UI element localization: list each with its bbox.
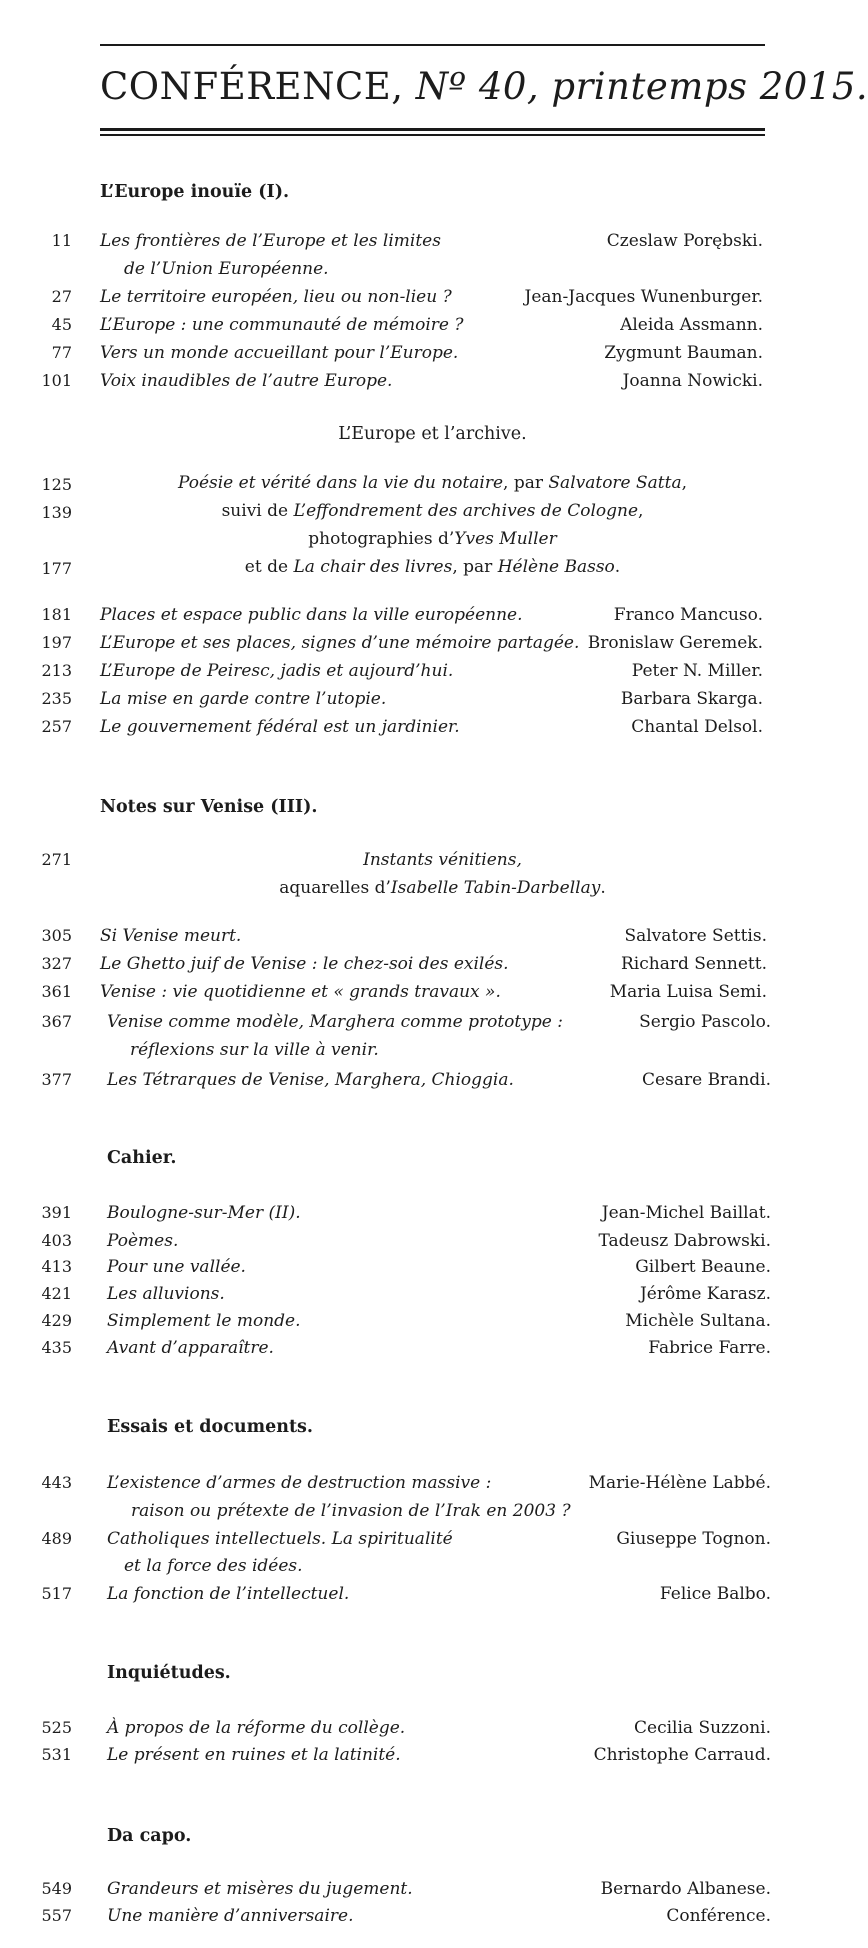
entry-author: Maria Luisa Semi. — [609, 982, 767, 1002]
entry-author: Giuseppe Tognon. — [616, 1529, 771, 1549]
entry-author: Conférence. — [666, 1906, 771, 1926]
entry-title: Le Ghetto juif de Venise : le chez-soi des exilés. — [100, 954, 509, 974]
centered-entry-line — [100, 497, 765, 525]
entry-title: Venise : vie quotidienne et « grands travaux ». — [100, 982, 501, 1002]
page-number: 443 — [41, 1473, 72, 1492]
entry-author: Sergio Pascolo. — [639, 1012, 771, 1032]
connector-text: suivi de — [221, 501, 294, 521]
connector-text: aquarelles d’ — [279, 878, 391, 898]
toc-entry — [0, 1307, 800, 1335]
page-number: 197 — [41, 633, 72, 652]
toc-entry — [0, 1199, 800, 1227]
toc-entry — [0, 367, 800, 395]
connector-text: photographies d’ — [308, 529, 455, 549]
entry-title-continuation: et la force des idées. — [124, 1556, 303, 1576]
entry-title: Catholiques intellectuels. La spiritualité — [107, 1529, 453, 1549]
entry-title: Le gouvernement fédéral est un jardinier. — [100, 717, 460, 737]
page-number: 435 — [41, 1338, 72, 1357]
toc-entry — [0, 1253, 800, 1281]
page-number: 525 — [41, 1718, 72, 1737]
entry-title: Simplement le monde. — [107, 1311, 301, 1331]
work-title: L’effondrement des archives de Cologne — [293, 501, 639, 521]
entry-title: Pour une vallée. — [107, 1257, 246, 1277]
toc-entry — [0, 1066, 800, 1094]
section-heading: Notes sur Venise (III). — [100, 797, 318, 817]
toc-entry — [0, 685, 800, 713]
entry-author: Franco Mancuso. — [613, 605, 763, 625]
toc-entry — [0, 1525, 800, 1553]
entry-author: Aleida Assmann. — [620, 315, 763, 335]
page-number: 305 — [41, 926, 72, 945]
entry-title: Les Tétrarques de Venise, Marghera, Chioggia. — [107, 1070, 514, 1090]
page-number: 257 — [41, 717, 72, 736]
entry-title: Une manière d’anniversaire. — [107, 1906, 354, 1926]
entry-title: Les frontières de l’Europe et les limites — [100, 231, 441, 251]
entry-title: Places et espace public dans la ville européenne. — [100, 605, 523, 625]
page-number: 517 — [41, 1584, 72, 1603]
punctuation: . — [600, 878, 606, 898]
page-number: 489 — [41, 1529, 72, 1548]
entry-title-continuation: raison ou prétexte de l’invasion de l’Irak en 2003 ? — [131, 1501, 571, 1521]
entry-title: L’Europe et ses places, signes d’une mémoire partagée. — [100, 633, 580, 653]
entry-author: Jean-Jacques Wunenburger. — [524, 287, 763, 307]
entry-author: Joanna Nowicki. — [622, 371, 763, 391]
entry-title: Grandeurs et misères du jugement. — [107, 1879, 413, 1899]
page-number: 377 — [41, 1070, 72, 1089]
toc-entry — [0, 1714, 800, 1742]
toc-entry — [0, 1227, 800, 1255]
entry-title: Si Venise meurt. — [100, 926, 242, 946]
toc-entry — [0, 1741, 800, 1769]
toc-entry — [0, 1008, 800, 1036]
centered-entry-line — [100, 525, 765, 553]
page-number: 27 — [51, 287, 72, 306]
entry-title: Boulogne-sur-Mer (II). — [107, 1203, 301, 1223]
page-number: 549 — [41, 1879, 72, 1898]
section-heading: L’Europe et l’archive. — [338, 424, 527, 444]
page-number: 421 — [41, 1284, 72, 1303]
centered-entry-line: Instants vénitiens, — [363, 850, 522, 870]
entry-author: Michèle Sultana. — [625, 1311, 771, 1331]
page-number: 531 — [41, 1745, 72, 1764]
page-number: 181 — [41, 605, 72, 624]
toc-entry — [0, 950, 800, 978]
entry-author: Cecilia Suzzoni. — [634, 1718, 771, 1738]
toc-entry — [0, 657, 800, 685]
centered-entry-line — [100, 469, 765, 497]
page-number: 235 — [41, 689, 72, 708]
page-number: 125 — [41, 475, 72, 494]
page-number: 139 — [41, 503, 72, 522]
section-heading: Cahier. — [107, 1148, 177, 1168]
work-title: La chair des livres — [293, 557, 453, 577]
section-heading: Essais et documents. — [107, 1417, 313, 1437]
toc-entry — [0, 601, 800, 629]
page-number: 327 — [41, 954, 72, 973]
entry-title: Les alluvions. — [107, 1284, 225, 1304]
entry-author: Barbara Skarga. — [620, 689, 763, 709]
entry-author: Marie-Hélène Labbé. — [588, 1473, 771, 1493]
work-title: Poésie et vérité dans la vie du notaire — [177, 473, 504, 493]
entry-title: À propos de la réforme du collège. — [107, 1718, 406, 1738]
entry-title: Le présent en ruines et la latinité. — [107, 1745, 401, 1765]
section-heading: Da capo. — [107, 1826, 192, 1846]
connector-text: , par — [503, 473, 549, 493]
entry-author: Cesare Brandi. — [642, 1070, 771, 1090]
toc-entry — [0, 922, 800, 950]
journal-name: CONFÉRENCE, — [100, 65, 404, 108]
person-name: Isabelle Tabin-Darbellay — [390, 878, 601, 898]
entry-author: Gilbert Beaune. — [635, 1257, 771, 1277]
entry-author: Bronislaw Geremek. — [587, 633, 763, 653]
entry-title-continuation: réflexions sur la ville à venir. — [130, 1040, 379, 1060]
top-rule — [100, 44, 765, 46]
section-heading: Inquiétudes. — [107, 1663, 231, 1683]
page-number: 403 — [41, 1231, 72, 1250]
entry-title: Vers un monde accueillant pour l’Europe. — [100, 343, 459, 363]
page-number: 177 — [41, 559, 72, 578]
entry-author: Fabrice Farre. — [648, 1338, 771, 1358]
person-name: Hélène Basso — [497, 557, 615, 577]
toc-entry — [0, 1580, 800, 1608]
entry-author: Czeslaw Porębski. — [606, 231, 763, 251]
toc-entry — [0, 283, 800, 311]
entry-title: Venise comme modèle, Marghera comme prototype : — [107, 1012, 563, 1032]
entry-author: Bernardo Albanese. — [600, 1879, 771, 1899]
page-number: 11 — [51, 231, 72, 250]
punctuation: . — [614, 557, 621, 577]
double-rule-bottom — [100, 134, 765, 136]
page-number: 361 — [41, 982, 72, 1001]
entry-title: La fonction de l’intellectuel. — [107, 1584, 350, 1604]
entry-author: Jérôme Karasz. — [639, 1284, 771, 1304]
toc-entry — [0, 1875, 800, 1903]
entry-title: Avant d’apparaître. — [107, 1338, 274, 1358]
entry-title: L’Europe de Peiresc, jadis et aujourd’hui. — [100, 661, 454, 681]
toc-entry — [0, 1280, 800, 1308]
entry-author: Salvatore Settis. — [624, 926, 767, 946]
entry-title: Poèmes. — [107, 1231, 179, 1251]
entry-author: Peter N. Miller. — [631, 661, 763, 681]
page-title — [100, 62, 868, 112]
entry-author: Christophe Carraud. — [593, 1745, 771, 1765]
entry-title: Le territoire européen, lieu ou non-lieu ? — [100, 287, 452, 307]
person-name: Yves Muller — [454, 529, 557, 549]
page-number: 557 — [41, 1906, 72, 1925]
centered-entry-line — [110, 874, 775, 902]
connector-text: et de — [244, 557, 294, 577]
page-number: 413 — [41, 1257, 72, 1276]
entry-author: Tadeusz Dabrowski. — [598, 1231, 771, 1251]
double-rule-top — [100, 128, 765, 131]
toc-entry — [0, 311, 800, 339]
toc-entry — [0, 227, 800, 255]
punctuation: , — [638, 501, 644, 521]
section-heading: L’Europe inouïe (I). — [100, 182, 290, 202]
entry-title: Voix inaudibles de l’autre Europe. — [100, 371, 393, 391]
page-number: 213 — [41, 661, 72, 680]
toc-entry — [0, 713, 800, 741]
entry-author: Zygmunt Bauman. — [604, 343, 763, 363]
centered-entry-line — [100, 553, 765, 581]
page-number: 429 — [41, 1311, 72, 1330]
entry-title: La mise en garde contre l’utopie. — [100, 689, 387, 709]
entry-author: Chantal Delsol. — [631, 717, 763, 737]
issue-label: Nº 40, printemps 2015. — [415, 65, 868, 108]
entry-author: Felice Balbo. — [659, 1584, 771, 1604]
entry-title: L’existence d’armes de destruction massive : — [107, 1473, 492, 1493]
entry-author: Jean-Michel Baillat. — [601, 1203, 771, 1223]
page-number: 367 — [41, 1012, 72, 1031]
entry-title: L’Europe : une communauté de mémoire ? — [100, 315, 464, 335]
page-number: 45 — [51, 315, 72, 334]
toc-entry — [0, 1334, 800, 1362]
toc-entry — [0, 339, 800, 367]
toc-entry — [0, 629, 800, 657]
punctuation: , — [681, 473, 688, 493]
toc-entry — [0, 1902, 800, 1930]
entry-author: Richard Sennett. — [621, 954, 767, 974]
person-name: Salvatore Satta — [548, 473, 682, 493]
page-number: 77 — [51, 343, 72, 362]
page-number: 391 — [41, 1203, 72, 1222]
connector-text: , par — [452, 557, 498, 577]
entry-title-continuation: de l’Union Européenne. — [124, 259, 329, 279]
page-number: 271 — [41, 850, 72, 869]
toc-entry — [0, 978, 800, 1006]
page-number: 101 — [41, 371, 72, 390]
toc-entry — [0, 1469, 800, 1497]
